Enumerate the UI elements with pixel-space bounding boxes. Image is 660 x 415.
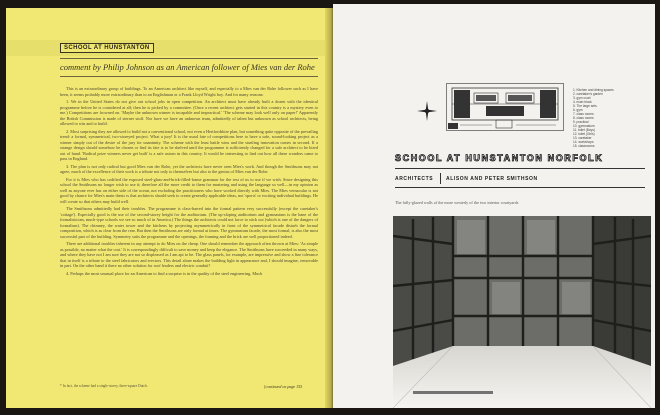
architects-divider (440, 173, 441, 184)
paragraph: 4. Perhaps the most unusual place for an American to find a surprise is in the quality of the steel engineering. Much (66, 270, 263, 276)
paragraph: There are additional troubles inherent in any attempt to do Mies on the cheap. One should remember the approach often thrown at Mies: 'As simple as possible, no matter what the cost.' It is correspondingly difficult to save money and keep the elegance. The Smithsons have succeeded in many ways, and where they have not I am sure they are not so displeased as I am apt to be. The glass panels, for example, are impressive and show a fine tolerance that in itself is a tribute to the steel fabricators and erectors. This detail alone makes the building light in appearance and, I should imagine, removable in part. On the other hand it there no other solution for roof leaders and electric conduit? (60, 241, 318, 268)
section-tab: SCHOOL AT HUNSTANTON (60, 43, 154, 53)
plan-legend (573, 88, 643, 148)
legend-item: 13. caretaker (573, 136, 592, 140)
legend-item: 7. class rooms (573, 112, 594, 116)
photo-caption: The fully-glazed walls of the more westerly of the two interior courtyards (395, 200, 519, 205)
courtyard-photo (393, 216, 651, 408)
legend-item: 3. gym court (573, 96, 591, 100)
footnote: * In fact, the scheme had a single-storey, three-square Dutch. (60, 384, 148, 388)
paragraph: 3. The plan is not only radical but good Mies van der Rohe, yet the architects have never seen Mies's work. And though the Smithsons may not agree, much of the excellence of their work is a tribute not only to themselves but also to the genius of Mies van der Rohe. (60, 163, 318, 174)
architects-rule (395, 187, 645, 188)
left-page (6, 8, 332, 408)
legend-item: 2. caretaker's garden (573, 92, 603, 96)
site-plan-drawing (446, 83, 564, 131)
article-body (60, 86, 318, 278)
paragraph: For it is Mies who has codified the exposed steel-glass-and-brick-filled-frame grammar for the rest of us to use if we wish. Since designing this school the Smithsons no longer wish to use it; therefore all the more credit to them for mastering and using the language so well—in my opinion as well as anyone ever has on either side of the ocean, not excluding the practitioners who have worked directly with Mies. The Mies vernacular is not good by chance for Mies's main thesis is that architects should seek to create generally applicable ideas, not 'sports' or exciting individual buildings. He will create so that others may build well. (60, 176, 318, 204)
legend-item: 4. main block (573, 100, 592, 104)
byline-rule (60, 76, 318, 77)
header-rule (60, 58, 318, 59)
legend-item: 1. Kitchen and dining spaces (573, 88, 614, 92)
north-arrow-icon (417, 101, 437, 121)
legend-item: 6. gym (573, 108, 583, 112)
legend-item: 14. workshops (573, 140, 594, 144)
legend-item: 5. The large sets (573, 104, 597, 108)
legend-item: 9. practical (573, 120, 589, 124)
header-band (6, 40, 332, 56)
paragraph: 2. Most surprising they are allowed to build not a conventional school, not even a Hertfordshire plan, but something quite opposite of the prevailing trend: a formal, symmetrical, two-storeyed project. What a jury! It is the usual fate of competitions here to have a safe, sound-looking project as a winner simply out of the desire of the jury for unanimity. The scheme with the least battle wins and the startling innovation comes in second. If a strange design should somehow be chosen or find its fate is to be shelved until the programme is sufficiently changed for a safe architect to be hired out of hand. 'Radical prize winners never get built' is a safe axiom in this country. It would be interesting to find out how all these wonders came to pass in England. (60, 128, 318, 161)
architects-label: ARCHITECTS (395, 176, 434, 182)
paragraph: 1. We in the United States do not give out school jobs in open competition. An architect must have already built a dozen with the identical programme before he is considered at all; then he is picked by a committee. (Once a recent architect gets started in this country is a mystery even to me.) Competitions are frowned on. 'Maybe the unknown winner is incapable and impractical.' 'The scheme may look well only on paper!' Apparently the British Commission is made of sterner stuff. Nor have we have an unknown team, admittedly of talent but unknown as school architects, being allowed to win and to build. (60, 99, 318, 126)
continued-note: [continued on page 155 (264, 384, 303, 389)
byline: comment by Philip Johnson as an American follower of Mies van der Rohe (60, 62, 315, 72)
paragraph: The Smithsons admittedly had their troubles. The programme is class-barred into the formal pattern very successfully (except the caretaker's 'cottage'). Especially good is the use of the second-storey height for the auditorium. (The up-sloping auditorium and gymnasium is the bane of the formalistician, much-type schools we see so much of in America.) The things the architects could not force to stick out (which is one of the dangers of formalism). The chimney, the water tower and the kitchens by projecting asymmetrically in front of the symmetrical facade disturb the formal composition, which is as clear from the rear. But then the Smithsons are only formal at times. The gymnasium facade, the most formal, is also the most successful part of the building. Symmetry suits the programme and the openings, the framing and the brick are well proportioned indeed. (60, 206, 318, 239)
paragraph: This is an extraordinary group of buildings. To an American architect like myself, and especially to a Mies van der Rohe follower such as I have been, it seems probably more extraordinary than to an Englishman or a Frank Lloyd Wright boy. And for many reasons: (60, 86, 318, 97)
title-rule (395, 168, 645, 169)
right-page (333, 4, 655, 408)
page-title: SCHOOL AT HUNSTANTON NORFOLK (395, 153, 604, 163)
legend-item: 15. classrooms (573, 144, 595, 148)
architects-names: ALISON AND PETER SMITHSON (446, 176, 538, 182)
legend-item: 11. toilet (Boys) (573, 128, 595, 132)
legend-item: 12. toilet (Girls) (573, 132, 595, 136)
legend-item: 10. gymnasium (573, 124, 595, 128)
legend-item: 8. class rooms (573, 116, 594, 120)
